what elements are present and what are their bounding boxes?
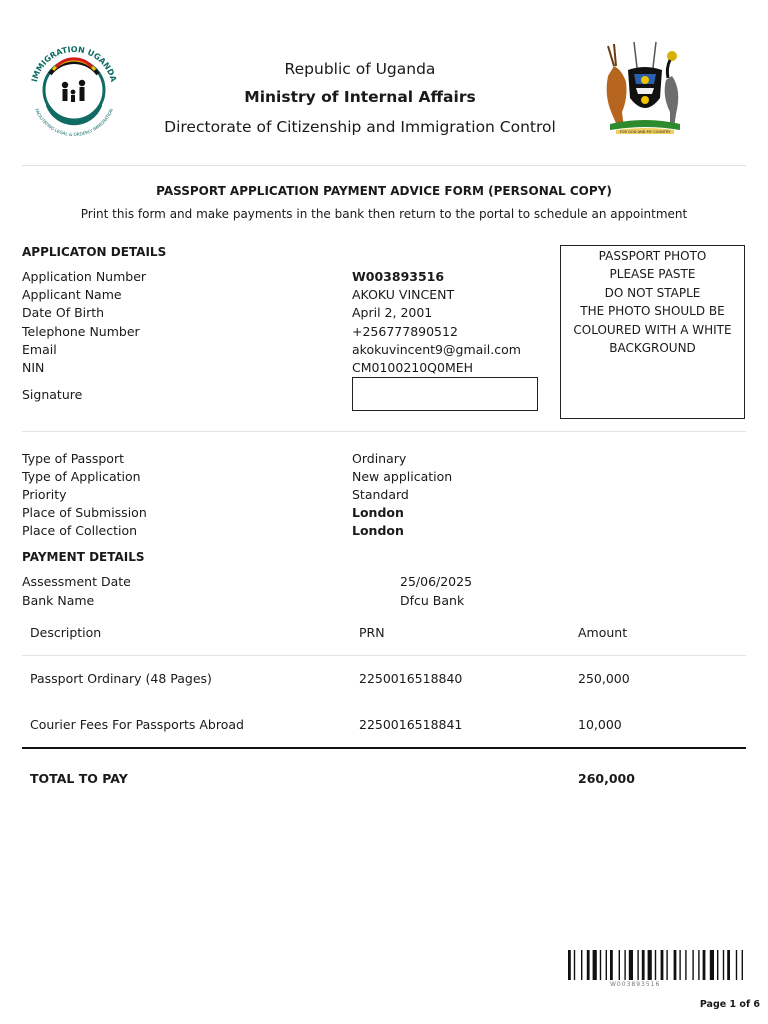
priority-label: Priority: [22, 487, 67, 502]
barcode-bar: [685, 950, 686, 980]
table-row-description: Passport Ordinary (48 Pages): [30, 671, 212, 686]
passport-type-label: Type of Passport: [22, 451, 124, 466]
date-of-birth-value: April 2, 2001: [352, 305, 433, 320]
photo-instruction-line: BACKGROUND: [609, 341, 696, 356]
bank-name-label: Bank Name: [22, 593, 95, 608]
svg-text:FACILITATING LEGAL & ORDERLY I: FACILITATING LEGAL & ORDERLY IMMIGRATION: [33, 108, 115, 139]
barcode-bar: [568, 950, 571, 980]
payment-section-title: PAYMENT DETAILS: [22, 550, 145, 564]
application-number-label: Application Number: [22, 269, 147, 284]
nin-value: CM0100210Q0MEH: [352, 360, 474, 375]
place-of-collection-value: London: [352, 523, 404, 538]
place-of-submission-label: Place of Submission: [22, 505, 147, 520]
nin-label: NIN: [22, 360, 45, 375]
signature-label: Signature: [22, 387, 83, 402]
passport-type-value: Ordinary: [352, 451, 407, 466]
barcode-bar: [727, 950, 730, 980]
barcode-bar: [600, 950, 601, 980]
barcode-bar: [593, 950, 597, 980]
barcode-bar: [674, 950, 677, 980]
telephone-value: +256777890512: [352, 324, 458, 339]
total-label: TOTAL TO PAY: [30, 771, 128, 786]
barcode-bar: [710, 950, 714, 980]
barcode-bar: [661, 950, 664, 980]
table-header-description: Description: [30, 625, 102, 640]
photo-instruction-line: PLEASE PASTE: [609, 267, 696, 282]
barcode-bar: [655, 950, 656, 980]
barcode-bar: [629, 950, 633, 980]
place-of-submission-value: London: [352, 505, 404, 520]
barcode-bar: [637, 950, 638, 980]
barcode-bar: [610, 950, 613, 980]
email-label: Email: [22, 342, 57, 357]
place-of-collection-label: Place of Collection: [22, 523, 138, 538]
barcode-bar: [679, 950, 680, 980]
table-row-description: Courier Fees For Passports Abroad: [30, 717, 244, 732]
barcode-bar: [619, 950, 620, 980]
passport-photo-box: [560, 245, 745, 419]
table-row-amount: 250,000: [578, 671, 630, 686]
photo-instruction-line: DO NOT STAPLE: [604, 285, 701, 300]
application-number-value: W003893516: [352, 269, 445, 284]
barcode-bar: [606, 950, 607, 980]
table-header-prn: PRN: [359, 625, 385, 640]
photo-instruction-line: PASSPORT PHOTO: [598, 249, 707, 263]
section-divider: [22, 431, 746, 432]
applicant-section-title: APPLICATON DETAILS: [22, 245, 167, 259]
barcode-bar: [666, 950, 667, 980]
uganda-coat-of-arms: [594, 36, 696, 138]
svg-text:IMMIGRATION UGANDA: IMMIGRATION UGANDA: [29, 44, 119, 83]
header-ministry: Ministry of Internal Affairs: [244, 88, 476, 106]
header-country: Republic of Uganda: [284, 60, 436, 78]
immigration-uganda-logo: [22, 40, 126, 140]
barcode-bar: [587, 950, 590, 980]
assessment-date-label: Assessment Date: [22, 574, 131, 589]
header-directorate: Directorate of Citizenship and Immigration Control: [164, 118, 556, 136]
priority-value: Standard: [352, 487, 409, 502]
page-number: Page 1 of 6: [699, 999, 760, 1010]
barcode-bar: [692, 950, 693, 980]
barcode-bar: [648, 950, 652, 980]
barcode-bar: [717, 950, 718, 980]
form-instructions: Print this form and make payments in the bank then return to the portal to schedule an appointment: [80, 207, 688, 221]
barcode-bar: [574, 950, 575, 980]
barcode-bar: [698, 950, 699, 980]
applicant-name-value: AKOKU VINCENT: [352, 287, 455, 302]
photo-instruction-line: THE PHOTO SHOULD BE: [580, 304, 725, 319]
email-value: akokuvincent9@gmail.com: [352, 342, 521, 357]
table-row-prn: 2250016518841: [359, 717, 463, 732]
signature-box: [352, 377, 538, 411]
barcode-bar: [642, 950, 645, 980]
barcode-bar: [723, 950, 724, 980]
header-divider: [22, 165, 746, 166]
barcode: [568, 950, 762, 984]
barcode-bar: [736, 950, 737, 980]
date-of-birth-label: Date Of Birth: [22, 305, 105, 320]
barcode-bar: [581, 950, 582, 980]
bank-name-value: Dfcu Bank: [400, 593, 465, 608]
svg-text:FOR GOD AND MY COUNTRY: FOR GOD AND MY COUNTRY: [619, 130, 671, 134]
application-type-label: Type of Application: [22, 469, 141, 484]
barcode-bar: [703, 950, 706, 980]
photo-instruction-line: COLOURED WITH A WHITE: [573, 322, 732, 337]
table-header-amount: Amount: [578, 625, 628, 640]
table-row-prn: 2250016518840: [359, 671, 463, 686]
application-type-value: New application: [352, 469, 453, 484]
barcode-number: W003893516: [610, 981, 661, 988]
form-title: PASSPORT APPLICATION PAYMENT ADVICE FORM (PERSONAL COPY): [156, 184, 612, 198]
barcode-bar: [742, 950, 743, 980]
telephone-label: Telephone Number: [22, 324, 140, 339]
total-divider: [22, 747, 746, 749]
table-header-divider: [22, 655, 746, 656]
barcode-bar: [624, 950, 625, 980]
applicant-name-label: Applicant Name: [22, 287, 122, 302]
assessment-date-value: 25/06/2025: [400, 574, 473, 589]
table-row-amount: 10,000: [578, 717, 622, 732]
total-amount: 260,000: [578, 771, 635, 786]
